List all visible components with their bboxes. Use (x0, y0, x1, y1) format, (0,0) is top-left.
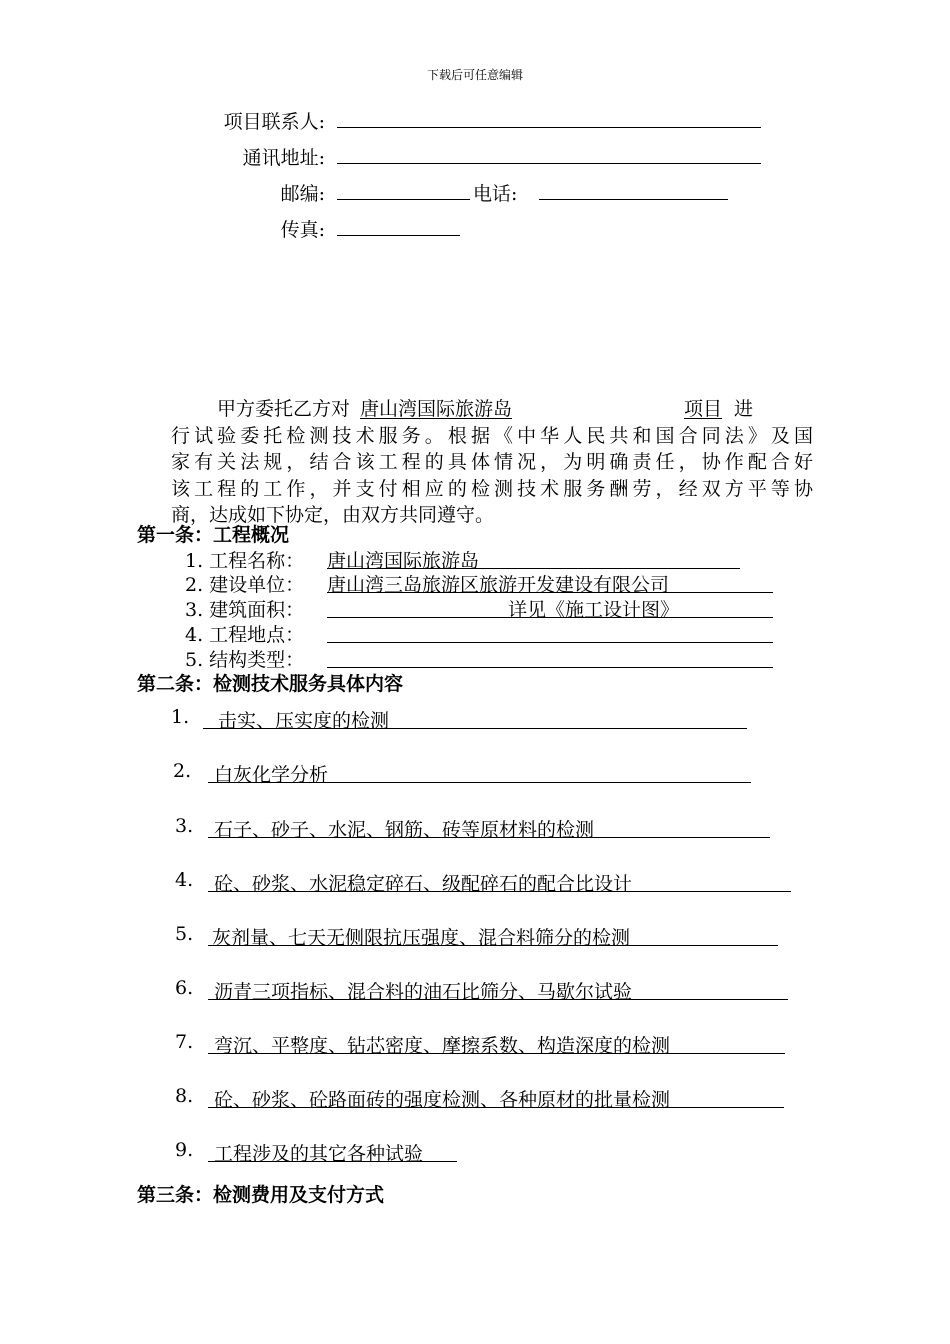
article1-item-3 (185, 595, 680, 622)
content-item-text: 弯沉、平整度、钻芯密度、摩擦系数、构造深度的检测 (214, 1035, 671, 1057)
postcode-blank[interactable] (337, 199, 470, 200)
article1-item-5-line[interactable] (327, 667, 773, 668)
address-blank[interactable] (337, 163, 761, 164)
item-label: 1. 工程名称： (185, 550, 305, 572)
content-item-text: 白灰化学分析 (214, 764, 329, 786)
contact-person-label: 项目联系人: (223, 111, 325, 133)
article1-item-5 (185, 645, 304, 672)
article2-title: 第二条：检测技术服务具体内容 (137, 673, 404, 695)
intro-project-word: 项目 (684, 398, 723, 420)
article1-item-4-line[interactable] (327, 642, 773, 643)
fax-label: 传真: (280, 219, 325, 241)
article1-item-1-line (327, 568, 740, 569)
content-item-num: 6. (175, 977, 194, 999)
content-item-7-line (208, 1053, 785, 1054)
content-item-num: 9. (175, 1139, 194, 1161)
content-item-text: 砼、砂浆、水泥稳定碎石、级配碎石的配合比设计 (214, 873, 633, 895)
article1-title: 第一条：工程概况 (137, 524, 290, 546)
content-item-text: 沥青三项指标、混合料的油石比筛分、马歇尔试验 (214, 981, 633, 1003)
phone-label: 电话: (473, 183, 518, 205)
article1-item-4 (185, 620, 304, 647)
content-item-num: 4. (175, 869, 194, 891)
content-item-text: 工程涉及的其它各种试验 (214, 1143, 424, 1165)
phone-blank[interactable] (539, 199, 728, 200)
content-item-9 (0, 1139, 950, 1165)
postcode-label: 邮编: (280, 183, 325, 205)
item-label: 5. 结构类型： (185, 649, 305, 671)
content-item-6-line (208, 999, 788, 1000)
content-item-text: 灰剂量、七天无侧限抗压强度、混合料筛分的检测 (212, 927, 631, 949)
intro-suffix: 进 (734, 398, 754, 420)
content-item-num: 5. (175, 923, 194, 945)
address-label: 通讯地址: (242, 147, 325, 169)
content-item-5-line (208, 945, 778, 946)
content-item-text: 砼、砂浆、砼路面砖的强度检测、各种原材的批量检测 (214, 1089, 671, 1111)
fax-blank[interactable] (337, 235, 460, 236)
content-item-4-line (208, 891, 791, 892)
content-item-8-line (208, 1107, 784, 1108)
content-item-text: 击实、压实度的检测 (218, 710, 390, 732)
item-value: 详见《施工设计图》 (508, 599, 680, 621)
content-item-num: 8. (175, 1085, 194, 1107)
intro-line-1 (171, 396, 813, 423)
intro-line-3: 家有关法规，结合该工程的具体情况，为明确责任，协作配合好 (171, 451, 813, 474)
intro-line-5: 商，达成如下协定，由双方共同遵守。 (171, 504, 495, 527)
content-item-num: 3. (175, 815, 194, 837)
article1-item-2-line (327, 592, 773, 593)
content-item-2-line (208, 782, 751, 783)
intro-project-name: 唐山湾国际旅游岛 (360, 398, 513, 420)
item-value: 唐山湾国际旅游岛 (327, 550, 480, 572)
content-item-text: 石子、砂子、水泥、钢筋、砖等原材料的检测 (214, 819, 595, 841)
content-item-1-line (203, 728, 747, 729)
article1-item-1 (185, 546, 480, 573)
item-label: 3. 建筑面积： (185, 599, 305, 621)
content-item-9-line (208, 1161, 457, 1162)
intro-prefix: 甲方委托乙方对 (217, 398, 351, 420)
content-item-3-line (208, 837, 770, 838)
item-label: 2. 建设单位： (185, 574, 305, 596)
item-label: 4. 工程地点： (185, 624, 305, 646)
contact-person-blank[interactable] (337, 127, 761, 128)
intro-paragraph (171, 396, 813, 529)
article1-item-2 (185, 570, 670, 597)
article1-item-3-line (327, 617, 773, 618)
content-item-num: 1. (171, 706, 190, 728)
item-value: 唐山湾三岛旅游区旅游开发建设有限公司 (327, 574, 670, 596)
content-item-num: 2. (173, 760, 192, 782)
intro-line-4: 该工程的工作，并支付相应的检测技术服务酬劳，经双方平等协 (171, 477, 813, 500)
content-item-num: 7. (175, 1031, 194, 1053)
intro-line-2: 行试验委托检测技术服务。根据《中华人民共和国合同法》及国 (171, 424, 813, 447)
article3-title: 第三条：检测费用及支付方式 (137, 1184, 385, 1206)
page-header-note: 下载后可任意编辑 (426, 68, 523, 82)
